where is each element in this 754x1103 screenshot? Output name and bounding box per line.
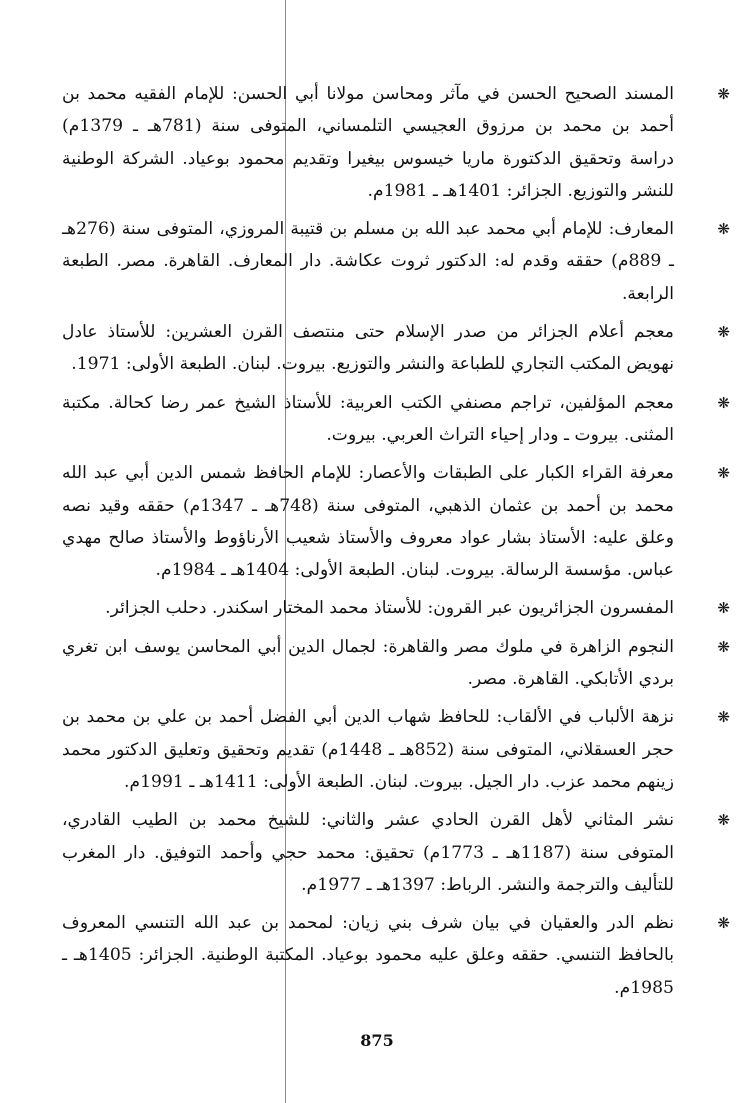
bibliography-entry bbox=[62, 907, 730, 1004]
bullet-star-icon: ❋ bbox=[717, 220, 730, 239]
bullet-star-icon: ❋ bbox=[717, 599, 730, 618]
entry-text: نظم الدر والعقيان في بيان شرف بني زيان: لمحمد بن عبد الله التنسي المعروف بالحافظ التنسي. حققه وعلق عليه محمود بوعياد. المكتبة الوطنية. الجزائر: 1405هـ ـ 1985م. bbox=[62, 913, 675, 998]
entry-text: النجوم الزاهرة في ملوك مصر والقاهرة: لجمال الدين أبي المحاسن يوسف ابن تغري بردي الأتابكي. القاهرة. مصر. bbox=[62, 636, 674, 690]
bullet-star-icon: ❋ bbox=[717, 323, 730, 342]
entry-text: نشر المثاني لأهل القرن الحادي عشر والثاني: للشيخ محمد بن الطيب القادري، المتوفى سنة (1187هـ ـ 1773م) تحقيق: محمد حجي وأحمد التوفيق. دار المغرب للتأليف والترجمة والنشر. الرباط: 1397هـ ـ 1977م. bbox=[62, 810, 674, 895]
bullet-star-icon: ❋ bbox=[717, 637, 730, 656]
entry-text: المفسرون الجزائريون عبر القرون: للأستاذ محمد المختار اسكندر. دحلب الجزائر. bbox=[105, 598, 674, 619]
bibliography-entry bbox=[62, 387, 730, 452]
bullet-star-icon: ❋ bbox=[717, 811, 730, 830]
entry-text: معرفة القراء الكبار على الطبقات والأعصار: للإمام الحافظ شمس الدين أبي عبد الله محمد بن أحمد بن عثمان الذهبي، المتوفى سنة (748هـ ـ 1347م) حققه وقيد نصه وعلق عليه: الأستاذ بشار عواد معروف والأستاذ شعيب الأرناؤوط والأستاذ صالح مهدي عباس. مؤسسة الرسالة. بيروت. لبنان. الطبعة الأولى: 1404هـ ـ 1984م. bbox=[62, 463, 675, 581]
entry-text: معجم المؤلفين، تراجم مصنفي الكتب العربية: للأستاذ الشيخ عمر رضا كحالة. مكتبة المثنى. بيروت ـ ودار إحياء التراث العربي. بيروت. bbox=[62, 392, 674, 445]
bullet-star-icon: ❋ bbox=[717, 464, 730, 483]
bibliography-entry bbox=[62, 592, 730, 624]
bibliography-entry bbox=[62, 316, 730, 381]
bibliography-entry bbox=[62, 457, 730, 586]
bullet-star-icon: ❋ bbox=[717, 393, 730, 412]
bibliography-entry bbox=[62, 213, 730, 310]
bibliography-entry bbox=[62, 804, 730, 901]
bibliography-entry bbox=[62, 631, 730, 696]
bullet-star-icon: ❋ bbox=[717, 914, 730, 933]
entry-text: نزهة الألباب في الألقاب: للحافظ شهاب الدين أبي الفضل أحمد بن علي بن محمد بن حجر العسقلاني، المتوفى سنة (852هـ ـ 1448م) تقديم وتحقيق وتعليق الدكتور محمد زينهم محمد عزب. دار الجيل. بيروت. لبنان. الطبعة الأولى: 1411هـ ـ 1991م. bbox=[62, 707, 674, 792]
entry-text: المسند الصحيح الحسن في مآثر ومحاسن مولانا أبي الحسن: للإمام الفقيه محمد بن أحمد بن محمد بن مرزوق العجيسي التلمساني، المتوفى سنة (781هـ ـ 1379م) دراسة وتحقيق الدكتورة ماريا خيسوس بيغيرا وتقديم محمود بوعياد. الشركة الوطنية للنشر والتوزيع. الجزائر: 1401هـ ـ 1981م. bbox=[62, 84, 675, 201]
bullet-star-icon: ❋ bbox=[717, 85, 730, 103]
entry-text: المعارف: للإمام أبي محمد عبد الله بن مسلم بن قتيبة المروزي، المتوفى سنة (276هـ ـ 889م) حققه وقدم له: الدكتور ثروت عكاشة. دار المعارف. القاهرة. مصر. الطبعة الرابعة. bbox=[62, 219, 674, 304]
bibliography-list bbox=[62, 78, 730, 1010]
bibliography-entry bbox=[62, 78, 730, 207]
bibliography-entry bbox=[62, 701, 730, 798]
page-number: 875 bbox=[360, 1031, 394, 1050]
entry-text: معجم أعلام الجزائر من صدر الإسلام حتى منتصف القرن العشرين: للأستاذ عادل نهويض المكتب التجاري للطباعة والنشر والتوزيع. بيروت. لبنان. الطبعة الأولى: 1971. bbox=[62, 322, 674, 375]
bullet-star-icon: ❋ bbox=[717, 708, 730, 727]
